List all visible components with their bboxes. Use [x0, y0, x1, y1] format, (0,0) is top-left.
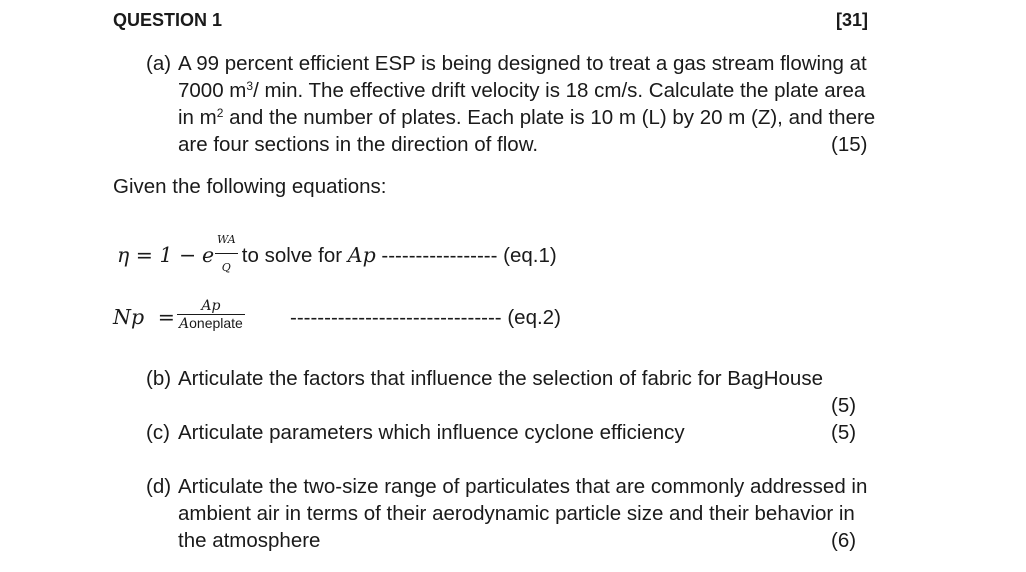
eq1-exponent	[215, 226, 238, 281]
part-a-line-3-start: in m	[178, 106, 217, 129]
eq2-denominator-rest: oneplate	[189, 315, 243, 331]
eq2-equals: =	[157, 305, 175, 329]
eq1-tag: (eq.1)	[503, 244, 557, 267]
eq2-dashes: -------------------------------	[290, 306, 502, 329]
equation-1	[117, 233, 557, 274]
superscript-3: 3	[246, 79, 254, 93]
eq2-denominator	[177, 315, 245, 332]
part-d-line-3: the atmosphere	[178, 529, 321, 552]
question-title: QUESTION 1	[113, 10, 223, 30]
part-a-line-2-start: 7000 m	[178, 79, 247, 102]
part-c-marks: (5)	[831, 421, 857, 444]
part-c-text: Articulate parameters which influence cyclone efficiency	[178, 421, 685, 444]
part-a-line-2-end: / min. The effective drift velocity is 18 cm/s. Calculate the plate area	[253, 79, 866, 102]
eq1-exponent-denominator: Q	[221, 261, 231, 274]
part-d-marks: (6)	[831, 529, 857, 552]
part-d-label: (d)	[146, 475, 172, 498]
part-a-line-1: A 99 percent efficient ESP is being designed to treat a gas stream flowing at	[178, 52, 867, 75]
part-b-label: (b)	[146, 367, 172, 390]
part-c-label: (c)	[146, 421, 170, 444]
total-marks: [31]	[836, 10, 869, 30]
eq2-tag: (eq.2)	[507, 306, 561, 329]
eq2-lhs: Np	[113, 305, 145, 329]
part-b-text: Articulate the factors that influence the selection of fabric for BagHouse	[178, 367, 823, 390]
eq2-fraction-body	[177, 298, 245, 332]
part-a-line-4: are four sections in the direction of flow.	[178, 133, 539, 156]
eq2-denominator-a: A	[179, 316, 190, 332]
part-a-line-3	[178, 104, 875, 131]
eq1-dashes: -----------------	[381, 244, 498, 267]
part-a-label: (a)	[146, 52, 172, 75]
eq1-variable: Ap	[347, 243, 376, 267]
part-a-line-2	[178, 77, 865, 104]
equation-2-rhs	[290, 304, 561, 331]
superscript-2: 2	[216, 106, 224, 120]
eq1-text: to solve for	[241, 244, 343, 267]
eq1-lhs: η = 1 −	[117, 243, 197, 267]
eq2-numerator: Ap	[201, 298, 221, 314]
part-a-line-3-end: and the number of plates. Each plate is 10 m (L) by 20 m (Z), and there	[223, 106, 876, 129]
part-d-line-1: Articulate the two-size range of particulates that are commonly addressed in	[178, 475, 868, 498]
eq1-exponential	[201, 233, 236, 274]
eq1-base: e	[201, 243, 215, 267]
equation-2-lhs	[113, 304, 175, 331]
eq2-fraction	[177, 298, 245, 332]
part-d-line-2: ambient air in terms of their aerodynamic particle size and their behavior in	[178, 502, 855, 525]
part-b-marks: (5)	[831, 394, 857, 417]
given-equations-heading: Given the following equations:	[113, 175, 387, 198]
part-a-marks: (15)	[831, 133, 868, 156]
eq1-exponent-numerator: WA	[216, 233, 236, 246]
